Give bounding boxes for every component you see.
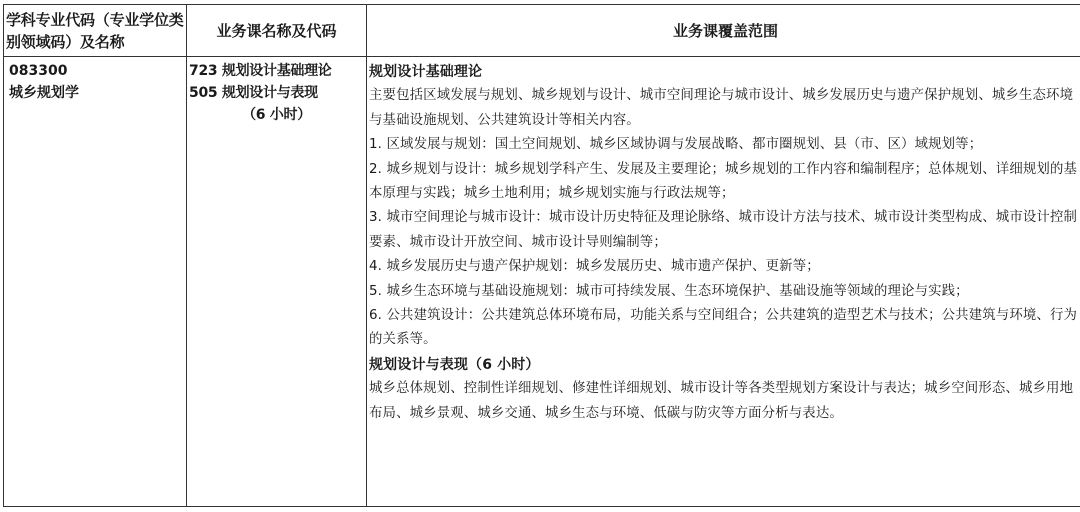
course-2-duration: （6 小时）	[242, 107, 311, 123]
discipline-name: 城乡规划学	[9, 85, 79, 101]
scope-item-3: 3. 城市空间理论与城市设计：城市设计历史特征及理论脉络、城市设计方法与技术、城市设计类型构成、城市设计控制要素、城市设计开放空间、城市设计导则编制等；	[369, 210, 1078, 250]
scope-item-4: 4. 城乡发展历史与遗产保护规划：城乡发展历史、城市遗产保护、更新等；	[369, 259, 820, 275]
scope-item-6: 6. 公共建筑设计：公共建筑总体环境布局，功能关系与空间组合；公共建筑的造型艺术与技术；公共建筑与环境、行为的关系等。	[369, 308, 1078, 348]
section-2-body: 城乡总体规划、控制性详细规划、修建性详细规划、城市设计等各类型规划方案设计与表达；城乡空间形态、城乡用地布局、城乡景观、城乡交通、城乡生态与环境、低碳与防灾等方面分析与表达。	[369, 381, 1074, 421]
scope-item-5: 5. 城乡生态环境与基础设施规划：城市可持续发展、生态环境保护、基础设施等领域的理论与实践；	[369, 283, 969, 299]
discipline-cell	[4, 57, 187, 507]
header-row	[4, 5, 1080, 57]
course-cell	[187, 57, 367, 507]
table-row	[4, 57, 1080, 507]
scope-intro: 主要包括区域发展与规划、城乡规划与设计、城市空间理论与城市设计、城乡发展历史与遗产保护规划、城乡生态环境与基础设施规划、公共建筑设计等相关内容。	[369, 88, 1074, 128]
section-2-title: 规划设计与表现（6 小时）	[369, 356, 540, 373]
scope-cell	[367, 57, 1080, 507]
header-course: 业务课名称及代码	[187, 5, 367, 57]
header-discipline: 学科专业代码（专业学位类别领域码）及名称	[4, 5, 187, 57]
scope-item-1: 1. 区域发展与规划：国土空间规划、城乡区域协调与发展战略、都市圈规划、县（市、区）域规划等；	[369, 137, 983, 153]
course-1: 723 规划设计基础理论	[189, 63, 332, 79]
scope-item-2: 2. 城乡规划与设计：城乡规划学科产生、发展及主要理论；城乡规划的工作内容和编制程序；总体规划、详细规划的基本原理与实践；城乡土地利用；城乡规划实施与行政法规等；	[369, 161, 1078, 202]
discipline-code: 083300	[9, 63, 68, 79]
course-2: 505 规划设计与表现	[189, 85, 318, 101]
header-scope: 业务课覆盖范围	[367, 5, 1080, 57]
curriculum-table	[3, 4, 1080, 507]
section-1-title: 规划设计基础理论	[369, 64, 483, 80]
